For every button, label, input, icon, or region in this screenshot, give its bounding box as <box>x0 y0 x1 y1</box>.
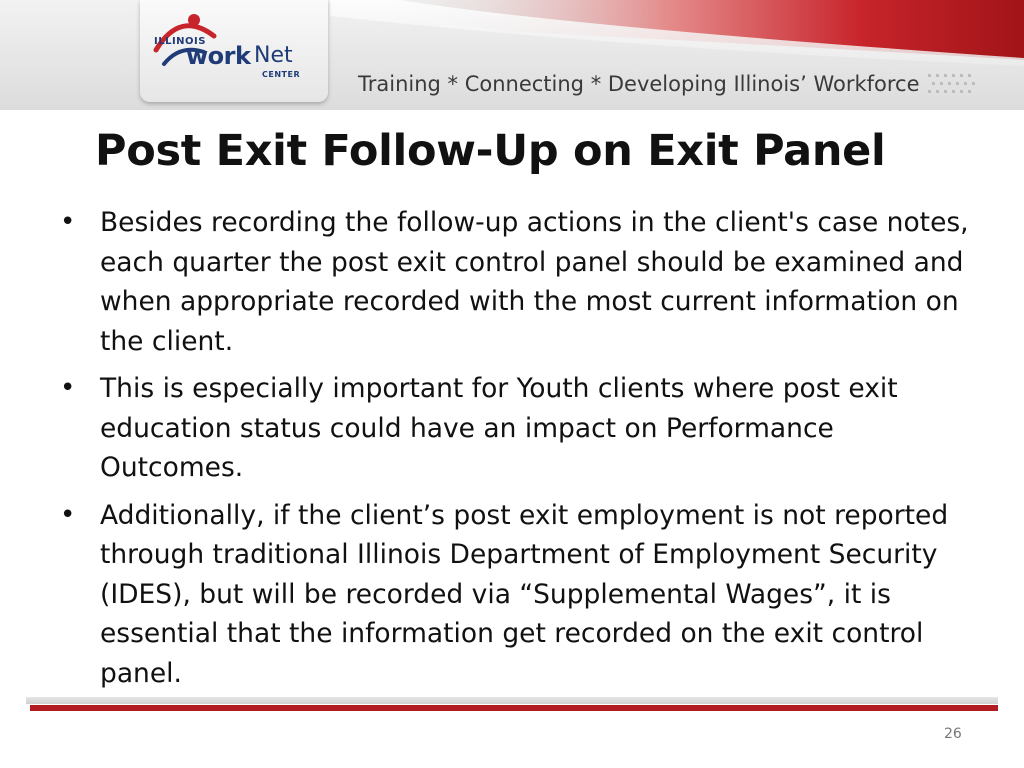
logo-work-text: work <box>186 42 251 70</box>
illinois-worknet-logo <box>140 0 328 102</box>
bullet-list <box>56 203 971 701</box>
bullet-text: Additionally, if the client’s post exit employment is not reported through traditional Illinois Department of Employment Security (IDES), but will be recorded via “Supplemental Wages”, it is essential that the information get recorded on the exit control panel. <box>100 499 949 689</box>
bullet-marker: • <box>60 499 76 530</box>
page-number: 26 <box>944 726 962 742</box>
decorative-dots-icon <box>928 72 978 102</box>
bullet-item <box>56 369 971 488</box>
logo-net-text: Net <box>254 43 293 68</box>
footer-divider-red <box>30 705 998 711</box>
header-tagline: Training * Connecting * Developing Illinois’ Workforce <box>358 72 920 96</box>
header-banner <box>0 0 1024 110</box>
bullet-text: This is especially important for Youth clients where post exit education status could have an impact on Performance Outcomes. <box>100 373 898 483</box>
logo-state-text: ILLINOIS <box>154 36 206 47</box>
bullet-text: Besides recording the follow-up actions in the client's case notes, each quarter the post exit control panel should be examined and when appropriate recorded with the most current information on the client. <box>100 207 969 357</box>
logo-center-text: CENTER <box>262 70 301 79</box>
footer-divider-gray <box>26 697 998 704</box>
bullet-marker: • <box>60 373 76 403</box>
bullet-marker: • <box>60 207 76 237</box>
slide-title: Post Exit Follow-Up on Exit Panel <box>95 126 886 176</box>
bullet-item <box>56 496 971 694</box>
bullet-item <box>56 203 971 361</box>
